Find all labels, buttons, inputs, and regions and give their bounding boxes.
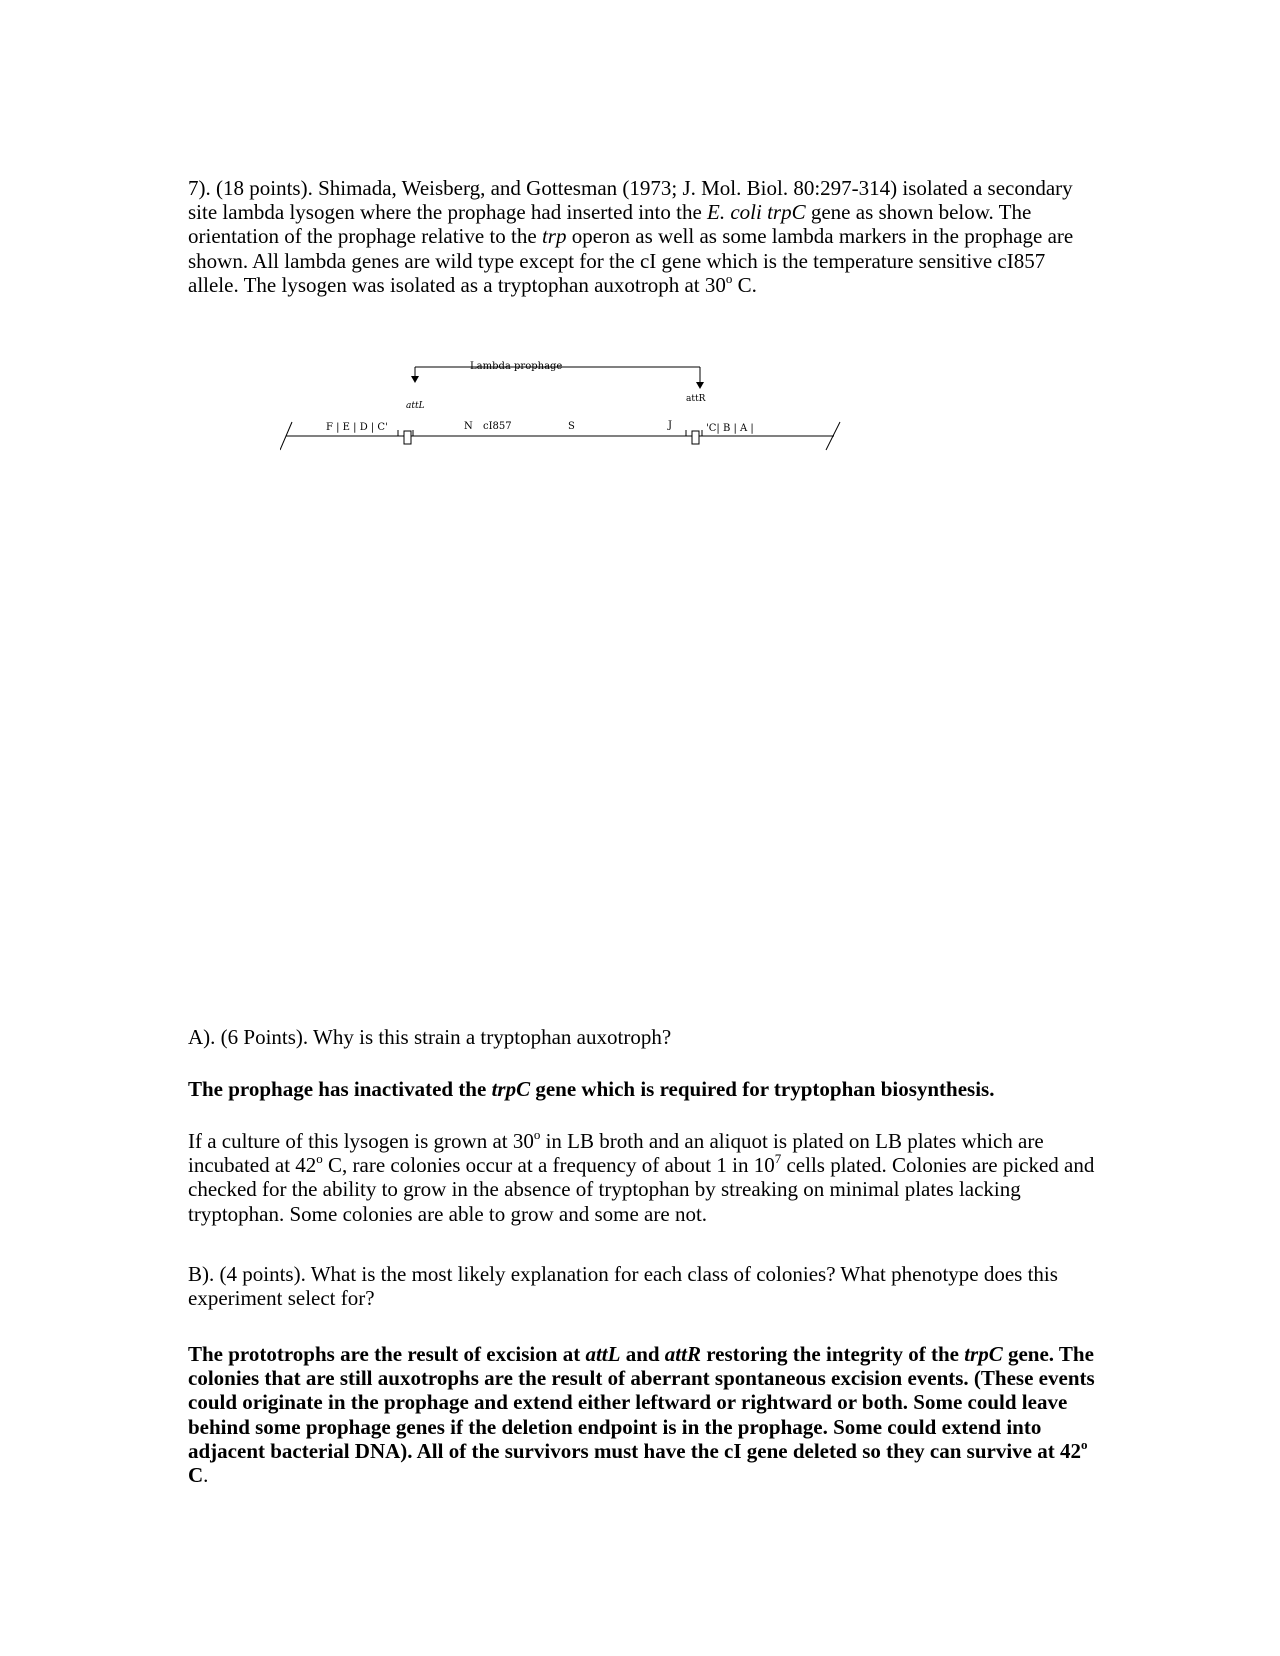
left-trp-genes: F | E | D | C': [326, 422, 388, 433]
ecoli-term: E. coli: [707, 200, 762, 225]
gene-J: J: [668, 420, 673, 431]
attL-box: [404, 431, 411, 444]
trpC-term: trpC: [767, 200, 806, 225]
attL-term: attL: [585, 1342, 621, 1366]
attR-term: attR: [664, 1342, 701, 1366]
question-7-intro: 7). (18 points). Shimada, Weisberg, and Gottesman (1973; J. Mol. Biol. 80:297-314) isolated a secondary site lambda lysogen where the prophage had inserted into the E. coli trpC gene as shown below. The orientation of the prophage relative to the trp operon as well as some lambda markers in the prophage are shown. All lambda genes are wild type except for the cI gene which is the temperature sensitive cI857 allele. The lysogen was isolated as a tryptophan auxotroph at 30$^o$ C.: [188, 176, 1074, 297]
degree-mark: o: [316, 1151, 323, 1167]
exponent: 7: [774, 1151, 782, 1167]
part-a-answer: The prophage has inactivated the trpC gene which is required for tryptophan biosynthesis.: [188, 1077, 995, 1101]
trp-term: trp: [541, 224, 567, 249]
attR-label: attR: [686, 394, 706, 404]
right-trp-genes: 'C| B | A |: [706, 423, 754, 434]
part-b-question: B). (4 points). What is the most likely explanation for each class of colonies? What phenotype does this experiment select for?: [188, 1262, 1058, 1311]
prophage-label: Lambda prophage: [470, 361, 563, 372]
arrow-head-left: [411, 376, 419, 383]
part-b-answer: The prototrophs are the result of excision at attL and attR restoring the integrity of the trpC gene. The colonies that are still auxotrophs are the result of aberrant spontaneous excision events. (These events could originate in the prophage and extend either leftward or rightward or both. Some could leave behind some prophage genes if the deletion endpoint is in the prophage. Some could extend into adjacent bacterial DNA). All of the survivors must have the cI gene deleted so they can survive at 42$^o$ C.: [188, 1342, 1095, 1488]
prophage-diagram: [280, 355, 900, 485]
trpC-term: trpC: [491, 1077, 531, 1101]
degree-mark: o: [533, 1127, 541, 1142]
attR-box: [692, 431, 699, 444]
gene-S: S: [568, 421, 575, 432]
arrow-head-right: [696, 382, 704, 389]
gene-N: N: [464, 421, 473, 432]
trpC-term: trpC: [964, 1342, 1003, 1366]
gene-cI857: cI857: [483, 421, 512, 432]
degree-mark: o: [1080, 1436, 1088, 1452]
part-a-question: A). (6 Points). Why is this strain a tryptophan auxotroph?: [188, 1025, 672, 1049]
degree-mark: o: [725, 270, 733, 286]
attL-label: attL: [406, 401, 425, 411]
culture-paragraph: If a culture of this lysogen is grown at 30$^o$ in LB broth and an aliquot is plated on LB plates which are incubated at 42$^o$ C, rare colonies occur at a frequency of about 1 in $10^7$ cells plated. Colonies are picked and checked for the ability to grow in the absence of tryptophan by streaking on minimal plates lacking tryptophan. Some colonies are able to grow and some are not.: [188, 1127, 1095, 1226]
